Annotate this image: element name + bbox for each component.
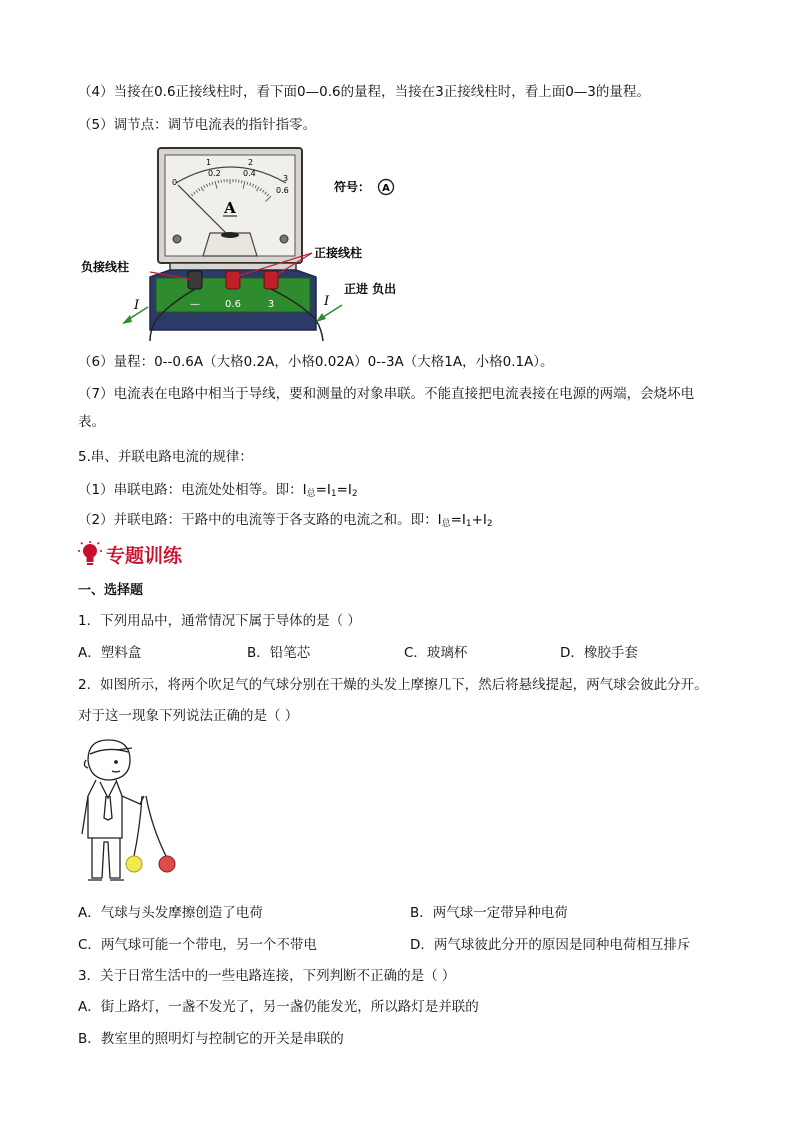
yellow-balloon (126, 856, 142, 872)
red-balloon (159, 856, 175, 872)
question-1-stem: 1．下列用品中，通常情况下属于导体的是（ ） (78, 613, 361, 629)
parallel-rule-text: （2）并联电路：干路中的电流等于各支路的电流之和。即：I (78, 512, 442, 528)
section-title: 专题训练 (106, 544, 183, 567)
scale-bottom-02: 0.2 (208, 169, 221, 178)
series-eq-2: =I (336, 482, 352, 498)
current-label-left: I (134, 298, 140, 313)
q2-option-a[interactable]: A．气球与头发摩擦创造了电荷 (78, 905, 263, 921)
parallel-plus: +I (471, 512, 487, 528)
paragraph-6: （6）量程：0--0.6A（大格0.2A，小格0.02A）0--3A（大格1A，小格0.1A）。 (78, 354, 554, 370)
sub-2: 2 (351, 489, 358, 499)
q1-option-c[interactable]: C．玻璃杯 (404, 645, 468, 661)
neg-terminal-label: 负接线柱 (81, 260, 130, 274)
dial-letter: A (224, 199, 236, 217)
section-5-heading: 5.串、并联电路电流的规律： (78, 449, 253, 465)
base-label-06: 0.6 (225, 299, 241, 310)
flow-label: 正进 负出 (344, 282, 397, 296)
ammeter-symbol-letter: A (382, 183, 390, 194)
sub-total: 总 (441, 519, 451, 529)
symbol-label: 符号： (334, 180, 371, 194)
boy-with-balloons-illustration (78, 738, 188, 890)
parallel-eq-1: =I (450, 512, 466, 528)
paragraph-5: （5）调节点：调节电流表的指针指零。 (78, 117, 317, 133)
question-2-stem: 2．如图所示，将两个吹足气的气球分别在干燥的头发上摩擦几下，然后将悬线提起，两气球会彼此分开。 (78, 677, 708, 693)
q3-option-a[interactable]: A．街上路灯，一盏不发光了，另一盏仍能发光，所以路灯是并联的 (78, 999, 479, 1015)
question-2-stem-cont: 对于这一现象下列说法正确的是（ ） (78, 708, 299, 724)
question-3-stem: 3．关于日常生活中的一些电路连接，下列判断不正确的是（ ） (78, 968, 456, 984)
paragraph-4: （4）当接在0.6正接线柱时，看下面0—0.6的量程，当接在3正接线柱时，看上面0—3的量程。 (78, 84, 650, 100)
q1-option-b[interactable]: B．铅笔芯 (247, 645, 311, 661)
scale-bottom-06: 0.6 (276, 186, 289, 195)
current-label-right: I (324, 294, 330, 309)
scale-bottom-04: 0.4 (243, 169, 256, 178)
q3-option-b[interactable]: B．教室里的照明灯与控制它的开关是串联的 (78, 1031, 344, 1047)
paragraph-7a: （7）电流表在电路中相当于导线，要和测量的对象串联。不能直接把电流表接在电源的两端，会烧坏电 (78, 386, 695, 402)
series-rule (78, 480, 358, 504)
scale-top-2: 2 (248, 158, 254, 167)
q2-option-c[interactable]: C．两气球可能一个带电，另一个不带电 (78, 937, 317, 953)
pos-terminal-label: 正接线柱 (314, 246, 363, 260)
series-eq-1: =I (315, 482, 331, 498)
scale-top-1: 1 (206, 158, 212, 167)
ammeter-figure (78, 145, 418, 345)
scale-top-3: 3 (283, 174, 289, 183)
base-label-3: 3 (267, 299, 275, 310)
balloon-figure (78, 738, 188, 890)
series-rule-text: （1）串联电路：电流处处相等。即：I (78, 482, 307, 498)
q2-option-b[interactable]: B．两气球一定带异种电荷 (410, 905, 568, 921)
q1-option-a[interactable]: A．塑料盒 (78, 645, 142, 661)
paragraph-7b: 表。 (78, 414, 105, 430)
sub-total: 总 (306, 489, 316, 499)
part-title: 一、选择题 (78, 583, 144, 598)
parallel-rule (78, 510, 493, 534)
section-heading (78, 541, 182, 567)
q1-option-d[interactable]: D．橡胶手套 (560, 645, 638, 661)
sub-1: 1 (330, 489, 337, 499)
lightbulb-icon (78, 541, 102, 567)
q2-option-d[interactable]: D．两气球彼此分开的原因是同种电荷相互排斥 (410, 937, 691, 953)
base-label-neg: — (190, 299, 200, 310)
ammeter-illustration (78, 145, 418, 345)
sub-2: 2 (486, 519, 493, 529)
sub-1: 1 (465, 519, 472, 529)
scale-bottom-0: 0 (172, 178, 178, 187)
